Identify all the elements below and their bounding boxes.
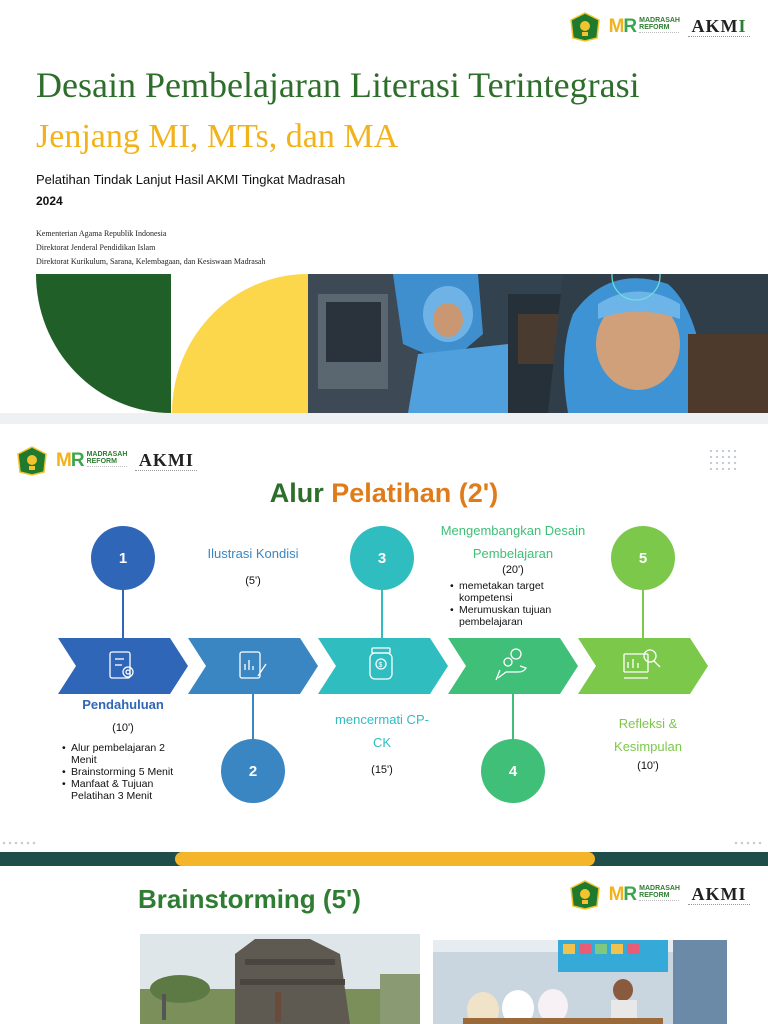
connector-5 <box>642 590 644 640</box>
list-item: • Manfaat & Tujuan Pelatihan 3 Menit <box>62 778 192 802</box>
list-item: • Merumuskan tujuan pembelajaran <box>450 604 570 628</box>
reform-text: REFORM <box>639 24 670 31</box>
org-line-2: Direktorat Jenderal Pendidikan Islam <box>36 243 156 252</box>
arrow-1 <box>58 638 188 694</box>
header-logos <box>569 12 750 42</box>
connector-4 <box>512 692 514 742</box>
step-4-duration: (20') <box>502 564 524 576</box>
step-4-circle: 4 <box>481 739 545 803</box>
subtitle: Pelatihan Tindak Lanjut Hasil AKMI Tingkat Madrasah <box>36 172 346 187</box>
step-2-duration: (5') <box>245 575 261 587</box>
arrow-5 <box>578 638 708 694</box>
step-2-title: Ilustrasi Kondisi <box>207 546 299 561</box>
title-line-2: Jenjang MI, MTs, dan MA <box>36 118 399 155</box>
madrasah-reform-logo: MR MADRASAH REFORM <box>608 884 680 905</box>
kemenag-logo <box>569 880 601 910</box>
akmi-text: AKMI <box>691 15 747 36</box>
connector-1 <box>122 590 124 640</box>
org-line-3: Direktorat Kurikulum, Sarana, Kelembagaan, dan Kesiswaan Madrasah <box>36 257 266 266</box>
connector-3 <box>381 590 383 640</box>
dot-pattern <box>708 448 738 470</box>
students-photo <box>308 274 768 413</box>
list-item: • memetakan target kompetensi <box>450 580 570 604</box>
madrasah-reform-logo: MR MADRASAH REFORM <box>56 450 128 471</box>
madrasah-text: MADRASAH <box>639 17 680 24</box>
classroom-photo <box>433 940 727 1024</box>
arrow-4 <box>448 638 578 694</box>
title-slide <box>0 0 768 413</box>
slide-title: Alur Pelatihan (2') <box>269 478 499 508</box>
akmi-logo: AKMI <box>688 885 750 906</box>
step-5-circle: 5 <box>611 526 675 590</box>
step-3-title: mencermati CP-CK <box>335 712 429 751</box>
brainstorming-slide <box>0 866 768 1024</box>
slide-title: Brainstorming (5') <box>138 884 361 914</box>
kemenag-logo <box>16 446 48 476</box>
step-1-title: Pendahuluan <box>82 697 164 712</box>
kemenag-logo <box>569 12 601 42</box>
step-4-title: Mengembangkan Desain Pembelajaran <box>440 523 586 561</box>
step-1-circle: 1 <box>91 526 155 590</box>
step-3-duration: (15') <box>371 764 393 776</box>
temple-photo <box>140 934 420 1024</box>
process-arrows <box>58 636 710 696</box>
arrow-3 <box>318 638 448 694</box>
slide-separator-band <box>0 838 768 866</box>
list-item: • Brainstorming 5 Menit <box>62 766 192 778</box>
connector-2 <box>252 692 254 742</box>
year: 2024 <box>36 194 63 208</box>
decor-shapes <box>36 274 308 413</box>
svg-text:$: $ <box>378 662 383 669</box>
header-logos <box>569 880 750 910</box>
step-1-bullets <box>62 742 192 802</box>
slide-separator <box>0 413 768 424</box>
org-line-1: Kementerian Agama Republik Indonesia <box>36 229 167 238</box>
madrasah-reform-logo: MR MADRASAH REFORM <box>608 16 680 37</box>
akmi-logo <box>688 17 750 38</box>
akmi-logo: AKMI <box>135 451 197 472</box>
step-1-duration: (10') <box>112 722 134 734</box>
step-5-duration: (10') <box>637 760 659 772</box>
step-4-bullets <box>450 580 570 628</box>
green-quarter-shape <box>36 274 171 413</box>
step-3-circle: 3 <box>350 526 414 590</box>
step-2-circle: 2 <box>221 739 285 803</box>
title-line-1: Desain Pembelajaran Literasi Terintegrasi <box>36 65 640 105</box>
step-5-title: Refleksi & Kesimpulan <box>614 716 682 755</box>
yellow-quarter-shape <box>172 274 308 413</box>
list-item: • Alur pembelajaran 2 Menit <box>62 742 192 766</box>
header-logos <box>16 446 197 476</box>
